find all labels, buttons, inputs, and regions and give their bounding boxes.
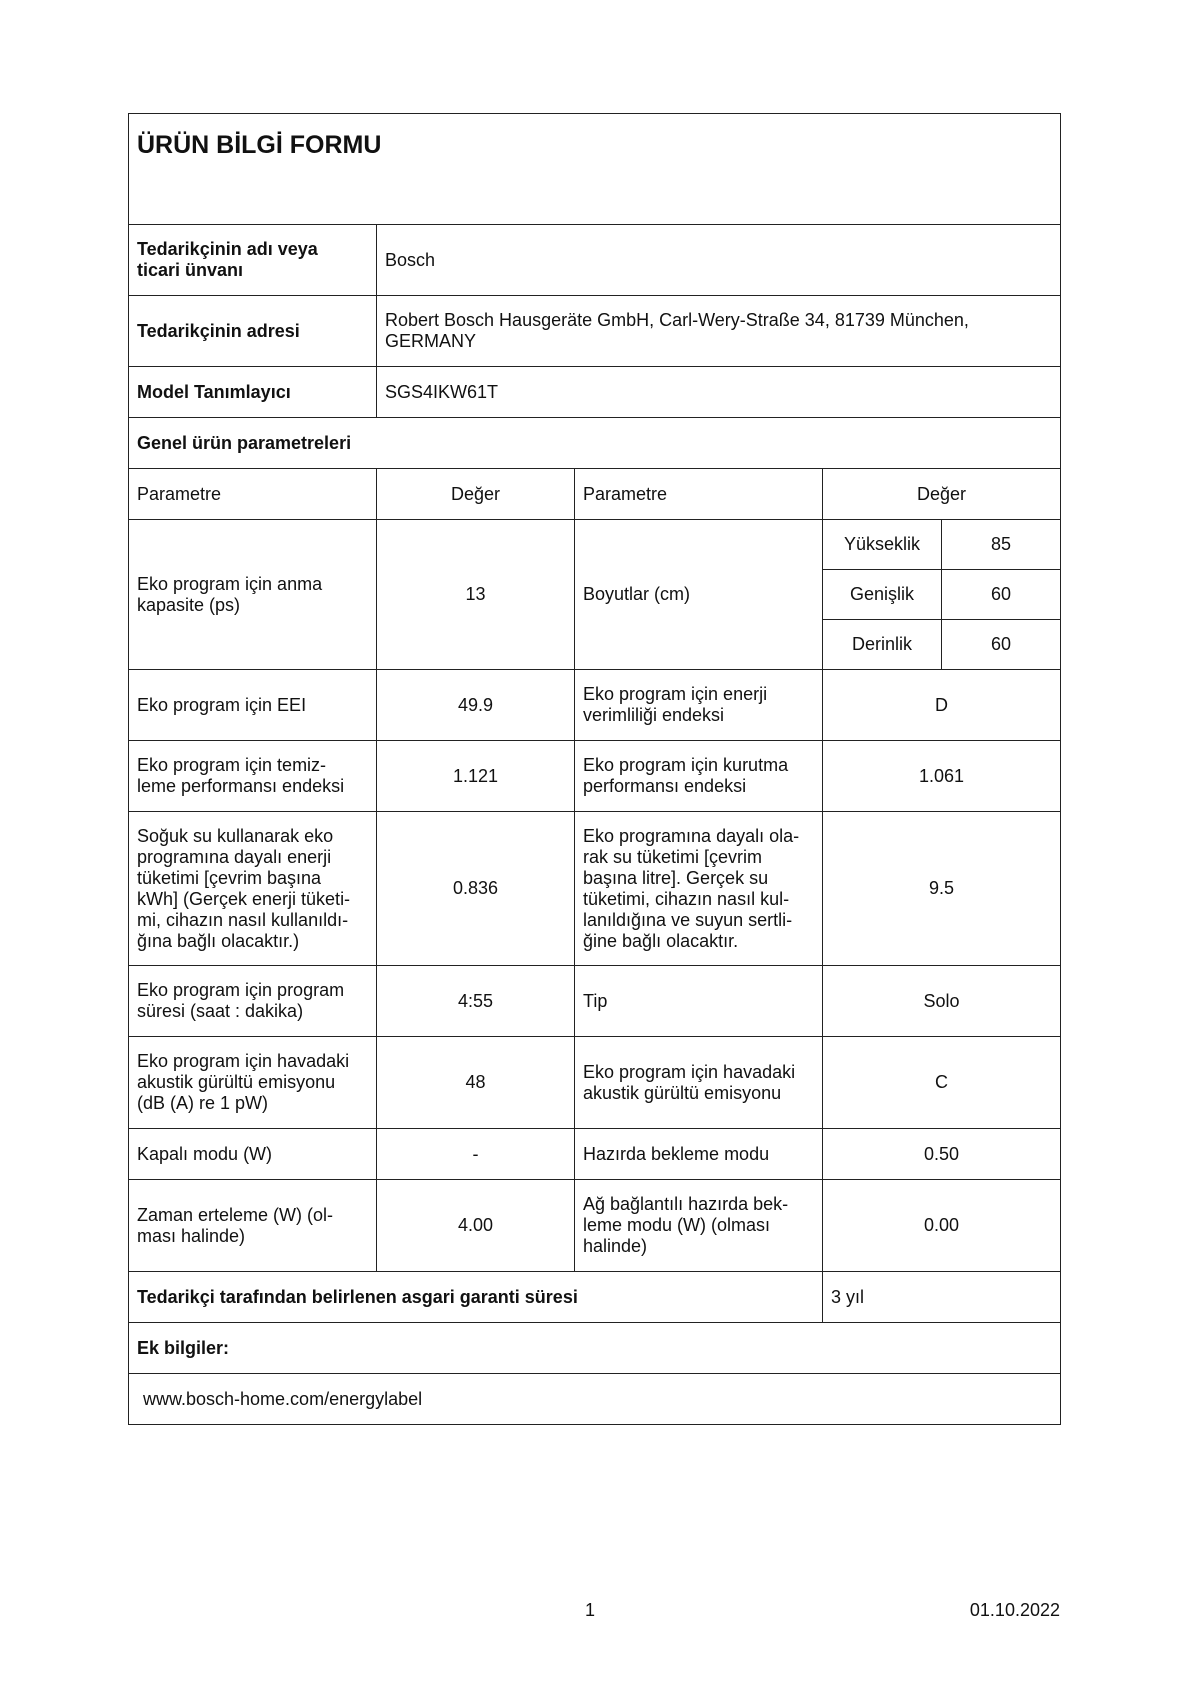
- param-value: 1.121: [377, 741, 575, 812]
- energy-label-link[interactable]: www.bosch-home.com/energylabel: [129, 1374, 1061, 1425]
- dimension-label: Yükseklik: [823, 520, 942, 570]
- supplier-name-value: Bosch: [377, 225, 1061, 296]
- param-value: Solo: [823, 966, 1061, 1037]
- param-label: Ağ bağlantılı hazırda bek- leme modu (W) (olması halinde): [575, 1180, 823, 1272]
- table-row: [129, 1037, 1061, 1129]
- param-label: Eko program için enerji verimliliği endeksi: [575, 670, 823, 741]
- param-label: Eko programına dayalı ola- rak su tüketimi [çevrim başına litre]. Gerçek su tüketimi, cihazın nasıl kul- lanıldığına ve suyun sertli- ğine bağlı olacaktır.: [575, 812, 823, 966]
- table-row: [129, 670, 1061, 741]
- param-label: Eko program için anma kapasite (ps): [129, 520, 377, 670]
- table-row: [129, 1180, 1061, 1272]
- param-value: 4.00: [377, 1180, 575, 1272]
- model-label: Model Tanımlayıcı: [129, 367, 377, 418]
- param-label: Eko program için program süresi (saat : dakika): [129, 966, 377, 1037]
- table-row: [129, 741, 1061, 812]
- param-label: Kapalı modu (W): [129, 1129, 377, 1180]
- param-label: Eko program için temiz- leme performansı endeksi: [129, 741, 377, 812]
- page-title: ÜRÜN BİLGİ FORMU: [129, 114, 1061, 225]
- param-value: 0.836: [377, 812, 575, 966]
- header-value-2: Değer: [823, 469, 1061, 520]
- param-label: Hazırda bekleme modu: [575, 1129, 823, 1180]
- param-label: Tip: [575, 966, 823, 1037]
- param-label: Eko program için havadaki akustik gürültü emisyonu (dB (A) re 1 pW): [129, 1037, 377, 1129]
- table-row: [129, 1129, 1061, 1180]
- page-number: 1: [585, 1600, 596, 1620]
- dimension-label: Genişlik: [823, 570, 942, 620]
- model-value: SGS4IKW61T: [377, 367, 1061, 418]
- param-value: 49.9: [377, 670, 575, 741]
- param-value: D: [823, 670, 1061, 741]
- supplier-address-value: Robert Bosch Hausgeräte GmbH, Carl-Wery-Straße 34, 81739 München, GERMANY: [377, 296, 1061, 367]
- param-label: Boyutlar (cm): [575, 520, 823, 670]
- product-info-table: [128, 113, 1061, 1425]
- supplier-name-label: Tedarikçinin adı veya ticari ünvanı: [129, 225, 377, 296]
- header-value-1: Değer: [377, 469, 575, 520]
- param-value: 1.061: [823, 741, 1061, 812]
- param-value: 0.00: [823, 1180, 1061, 1272]
- extra-info-label: Ek bilgiler:: [129, 1323, 1061, 1374]
- param-value: C: [823, 1037, 1061, 1129]
- header-parameter-2: Parametre: [575, 469, 823, 520]
- param-value: 0.50: [823, 1129, 1061, 1180]
- dimension-label: Derinlik: [823, 620, 942, 670]
- warranty-value: 3 yıl: [823, 1272, 1061, 1323]
- param-value: 9.5: [823, 812, 1061, 966]
- general-params-label: Genel ürün parametreleri: [129, 418, 1061, 469]
- dimension-value: 85: [942, 520, 1061, 570]
- param-value: 48: [377, 1037, 575, 1129]
- warranty-label: Tedarikçi tarafından belirlenen asgari garanti süresi: [129, 1272, 823, 1323]
- table-row: [129, 966, 1061, 1037]
- param-value: 4:55: [377, 966, 575, 1037]
- param-label: Zaman erteleme (W) (ol- ması halinde): [129, 1180, 377, 1272]
- dimension-value: 60: [942, 570, 1061, 620]
- supplier-address-label: Tedarikçinin adresi: [129, 296, 377, 367]
- table-row: [129, 812, 1061, 966]
- param-label: Eko program için havadaki akustik gürültü emisyonu: [575, 1037, 823, 1129]
- header-parameter-1: Parametre: [129, 469, 377, 520]
- table-row: [129, 520, 1061, 570]
- document-date: 01.10.2022: [969, 1600, 1060, 1620]
- param-label: Soğuk su kullanarak eko programına dayalı enerji tüketimi [çevrim başına kWh] (Gerçek enerji tüketi- mi, cihazın nasıl kullanıldı- ğına bağlı olacaktır.): [129, 812, 377, 966]
- param-label: Eko program için EEI: [129, 670, 377, 741]
- param-label: Eko program için kurutma performansı endeksi: [575, 741, 823, 812]
- dimension-value: 60: [942, 620, 1061, 670]
- param-value: -: [377, 1129, 575, 1180]
- param-value: 13: [377, 520, 575, 670]
